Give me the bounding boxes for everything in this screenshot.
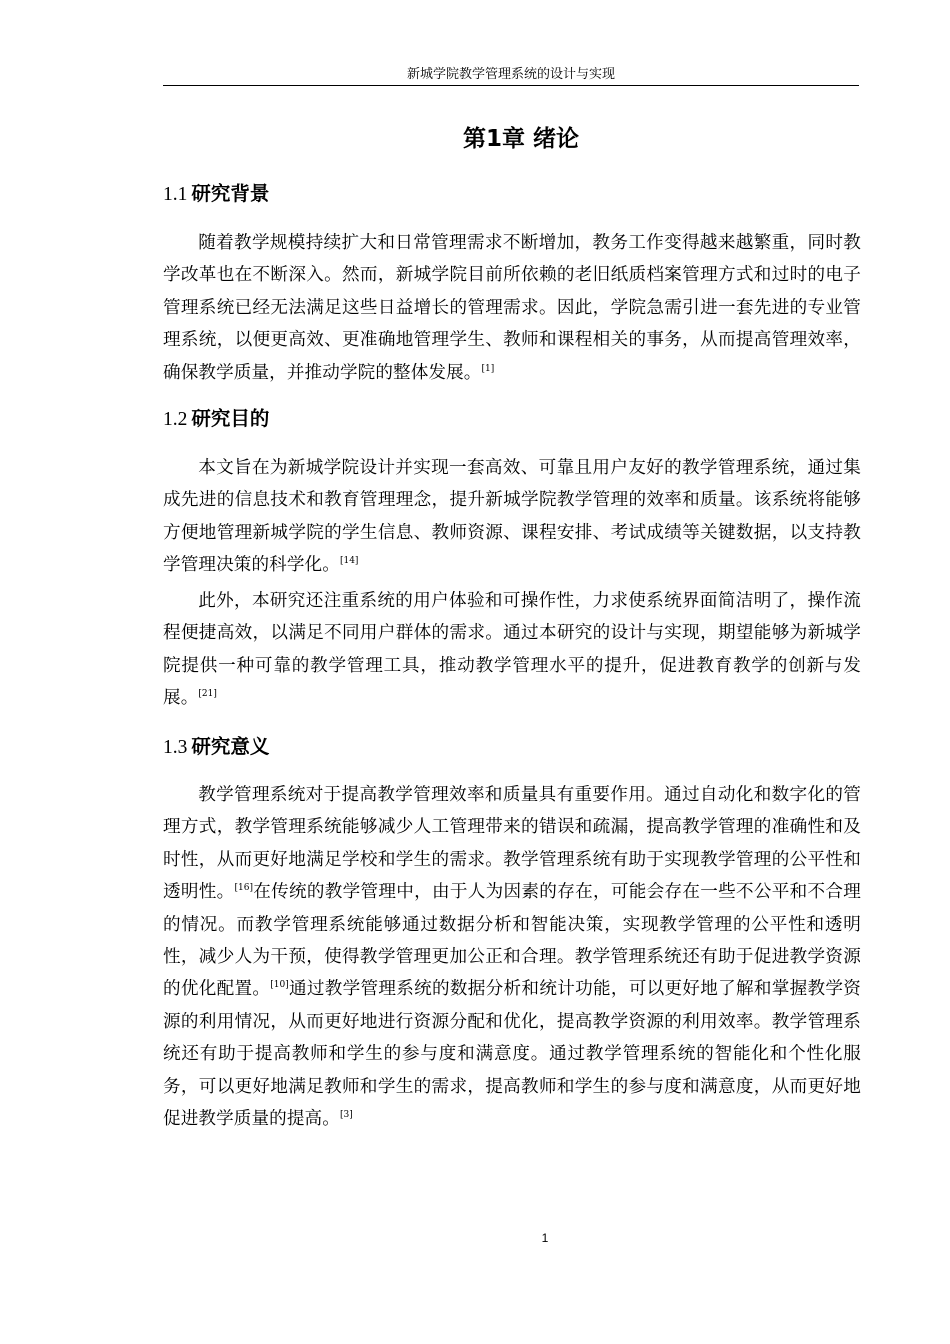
paragraph-significance — [163, 779, 861, 1135]
citation: [10] — [270, 980, 289, 991]
section-number: 1.2 — [163, 409, 188, 430]
citation: [14] — [339, 556, 359, 567]
page-number: 1 — [541, 1231, 549, 1245]
chapter-title: 第1章 绪论 — [462, 126, 579, 152]
paragraph-text: 本文旨在为新城学院设计并实现一套高效、可靠且用户友好的教学管理系统，通过集成先进的信息技术和教育管理理念，提升新城学院教学管理的效率和质量。该系统将能够方便地管理新城学院的学生信息、教师资源、课程安排、考试成绩等关键数据，以支持教学管理决策的科学化。 — [163, 458, 861, 576]
section-heading-1-1 — [163, 181, 269, 208]
section-number: 1.3 — [163, 737, 188, 758]
paragraph-purpose-2 — [163, 585, 861, 715]
citation: [1] — [481, 363, 495, 374]
section-heading-1-3 — [163, 734, 269, 761]
citation: [16] — [234, 883, 254, 894]
paragraph-text: 通过教学管理系统的数据分析和统计功能，可以更好地了解和掌握教学资源的利用情况，从而更好地进行资源分配和优化，提高教学资源的利用效率。教学管理系统还有助于提高教师和学生的参与度和满意度。通过教学管理系统的智能化和个性化服务，可以更好地满足教师和学生的需求，提高教师和学生的参与度和满意度，从而更好地促进教学质量的提高。 — [163, 979, 861, 1130]
paragraph-text: 此外，本研究还注重系统的用户体验和可操作性，力求使系统界面简洁明了，操作流程便捷高效，以满足不同用户群体的需求。通过本研究的设计与实现，期望能够为新城学院提供一种可靠的教学管理工具，推动教学管理水平的提升，促进教育教学的创新与发展。 — [163, 591, 861, 709]
section-title: 研究目的 — [191, 407, 270, 430]
header-divider — [163, 85, 859, 86]
paragraph-text: 随着教学规模持续扩大和日常管理需求不断增加，教务工作变得越来越繁重，同时教学改革也在不断深入。然而，新城学院目前所依赖的老旧纸质档案管理方式和过时的电子管理系统已经无法满足这些日益增长的管理需求。因此，学院急需引进一套先进的专业管理系统，以便更高效、更准确地管理学生、教师和课程相关的事务，从而提高管理效率，确保教学质量，并推动学院的整体发展。 — [163, 233, 861, 383]
section-title: 研究背景 — [191, 182, 270, 205]
citation: [21] — [198, 689, 217, 700]
section-number: 1.1 — [163, 184, 188, 205]
section-heading-1-2 — [163, 406, 269, 433]
citation: [3] — [339, 1110, 353, 1121]
section-title: 研究意义 — [191, 735, 270, 758]
paragraph-text: 在传统的教学管理中，由于人为因素的存在，可能会存在一些不公平和不合理的情况。而教学管理系统能够通过数据分析和智能决策，实现教学管理的公平性和透明性，减少人为干预，使得教学管理更加公正和合理。教学管理系统还有助于促进教学资源的优化配置。 — [163, 882, 861, 1000]
paragraph-background — [163, 227, 861, 389]
paragraph-purpose-1 — [163, 452, 861, 582]
paragraph-text: 教学管理系统对于提高教学管理效率和质量具有重要作用。通过自动化和数字化的管理方式，教学管理系统能够减少人工管理带来的错误和疏漏，提高教学管理的准确性和及时性，从而更好地满足学校和学生的需求。教学管理系统有助于实现教学管理的公平性和透明性。 — [163, 785, 861, 903]
running-header: 新城学院教学管理系统的设计与实现 — [406, 67, 615, 82]
